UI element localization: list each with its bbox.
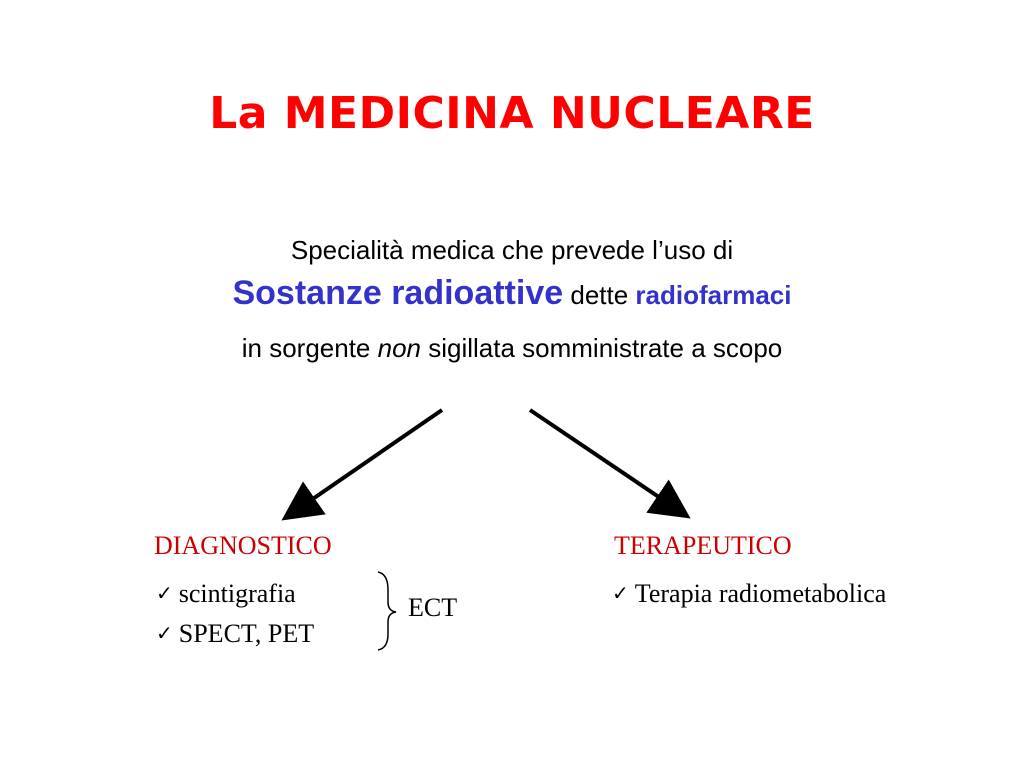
terapeutico-item-label: Terapia radiometabolica [634,579,887,608]
intro-connector: dette [563,280,636,310]
arrow-right [530,410,684,514]
intro-italic-non: non [377,333,421,363]
emphasis-radiopharmaceuticals: radiofarmaci [635,280,792,310]
ect-label: ECT [408,593,458,622]
terapeutico-heading: TERAPEUTICO [614,531,792,560]
check-icon: ✓ [156,581,173,605]
check-icon: ✓ [612,581,629,605]
intro-prefix: in sorgente [241,333,378,363]
arrow-left [288,410,442,516]
emphasis-radioactive: Sostanze radioattive [232,274,564,312]
diagnostico-item [156,618,314,651]
check-icon: ✓ [156,621,173,645]
diagnostico-item-label: SPECT, PET [178,619,315,648]
diagnostico-item [156,578,296,611]
diagnostico-heading: DIAGNOSTICO [154,531,332,560]
intro-suffix: sigillata somministrate a scopo [421,333,783,363]
diagnostico-item-label: scintigrafia [178,579,296,608]
terapeutico-item [612,578,886,611]
slide-title: La MEDICINA NUCLEARE [209,88,815,139]
brace-icon [378,572,396,650]
intro-text: Specialità medica che prevede l’uso di [290,235,734,265]
